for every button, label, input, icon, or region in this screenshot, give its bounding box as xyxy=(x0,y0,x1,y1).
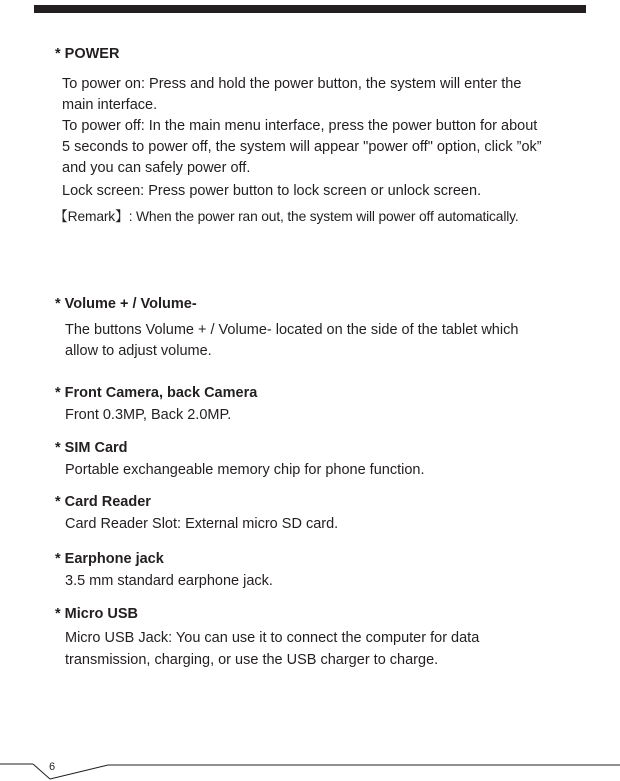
power-line: 5 seconds to power off, the system will appear "power off" option, click ”ok” xyxy=(62,139,542,155)
lock-screen-line: Lock screen: Press power button to lock screen or unlock screen. xyxy=(62,183,482,199)
earphone-line: 3.5 mm standard earphone jack. xyxy=(65,573,273,589)
card-reader-line: Card Reader Slot: External micro SD card. xyxy=(65,516,339,532)
power-heading: * POWER xyxy=(55,46,120,62)
power-line: and you can safely power off. xyxy=(62,160,251,176)
page-number: 6 xyxy=(49,761,56,773)
micro-usb-line: Micro USB Jack: You can use it to connect the computer for data xyxy=(65,630,480,646)
power-line: main interface. xyxy=(62,97,158,113)
micro-usb-line: transmission, charging, or use the USB charger to charge. xyxy=(65,652,439,668)
volume-heading: * Volume + / Volume- xyxy=(55,296,197,312)
remark-note: 【Remark】: When the power ran out, the system will power off automatically. xyxy=(54,209,519,224)
camera-heading: * Front Camera, back Camera xyxy=(55,385,258,401)
sim-line: Portable exchangeable memory chip for phone function. xyxy=(65,462,425,478)
earphone-heading: * Earphone jack xyxy=(55,551,164,567)
micro-usb-heading: * Micro USB xyxy=(55,606,138,622)
footer-rule xyxy=(0,750,620,781)
sim-heading: * SIM Card xyxy=(55,440,128,456)
header-rule xyxy=(34,5,586,13)
camera-line: Front 0.3MP, Back 2.0MP. xyxy=(65,407,232,423)
card-reader-heading: * Card Reader xyxy=(55,494,151,510)
volume-line: allow to adjust volume. xyxy=(65,343,212,359)
volume-line: The buttons Volume + / Volume- located on the side of the tablet which xyxy=(65,322,519,338)
power-line: To power off: In the main menu interface, press the power button for about xyxy=(62,118,538,134)
power-line: To power on: Press and hold the power button, the system will enter the xyxy=(62,76,522,92)
